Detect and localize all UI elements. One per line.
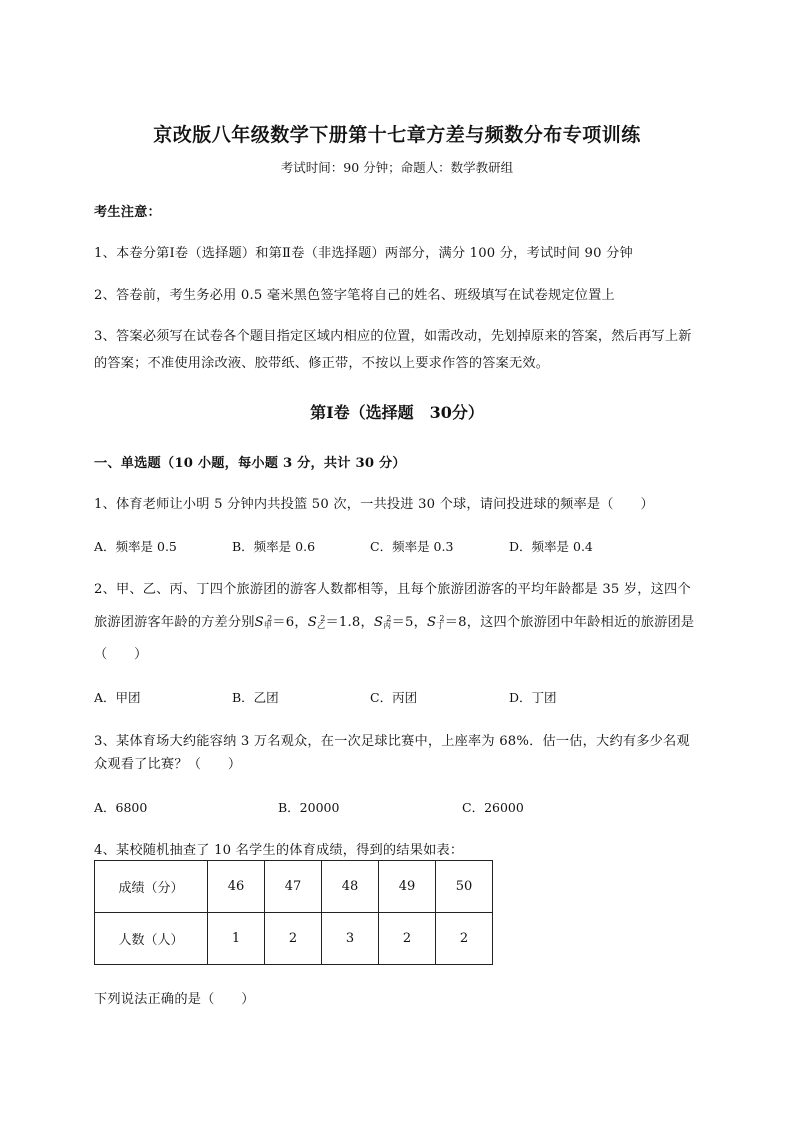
val-bing: ＝5 — [391, 615, 414, 630]
exam-info: 考试时间：90 分钟；命题人：数学教研组 — [280, 160, 514, 175]
option-a[interactable]: A．6800 — [94, 800, 148, 815]
table-cell: 2 — [379, 913, 436, 965]
option-b[interactable]: B．乙团 — [232, 690, 279, 705]
option-c[interactable]: C．频率是 0.3 — [370, 539, 454, 554]
question-1-stem: 1、体育老师让小明 5 分钟内共投篮 50 次，一共投进 30 个球，请问投进球的频率是（ ） — [94, 497, 654, 512]
val-jia: ＝6 — [272, 615, 295, 630]
option-d[interactable]: D．频率是 0.4 — [509, 539, 593, 554]
sub-yi: 乙 — [317, 621, 326, 630]
notice-item-2: 2、答卷前，考生务必用 0.5 毫米黑色签字笔将自己的姓名、班级填写在试卷规定位置上 — [94, 288, 615, 303]
notice-item-3-cont: 的答案；不准使用涂改液、胶带纸、修正带，不按以上要求作答的答案无效。 — [94, 356, 550, 371]
option-d[interactable]: D．丁团 — [509, 690, 557, 705]
table-row — [95, 861, 493, 913]
table-cell: 47 — [265, 861, 322, 913]
s-symbol: S — [254, 615, 264, 630]
table-cell: 3 — [322, 913, 379, 965]
table-cell: 1 — [208, 913, 265, 965]
question-2-stem-2: 旅游团游客年龄的方差分别$S_甲^2=6$，$S_乙^2=1.8$，$S_丙^2=5$，$S_丁^2=8$，这四个旅游团中年龄相近的旅游团是 — [94, 614, 695, 630]
s-symbol: S — [373, 615, 384, 630]
question-3-stem-1: 3、某体育场大约能容纳 3 万名观众，在一次足球比赛中，上座率为 68%．估一估，大约有多少名观 — [94, 734, 690, 749]
table-row — [95, 913, 493, 965]
option-c[interactable]: C．丙团 — [370, 690, 418, 705]
notice-heading: 考生注意： — [94, 205, 161, 220]
question-4-follow: 下列说法正确的是（ ） — [94, 992, 255, 1007]
sub-jia: 甲 — [263, 621, 273, 630]
question-2-stem-3: （ ） — [94, 647, 148, 662]
option-b[interactable]: B．频率是 0.6 — [232, 539, 316, 554]
option-c[interactable]: C．26000 — [462, 800, 524, 815]
s-symbol: S — [426, 615, 437, 630]
row-label: 人数（人） — [95, 913, 208, 965]
val-ding: ＝8 — [444, 615, 467, 630]
table-cell: 49 — [379, 861, 436, 913]
question-3-stem-2: 众观看了比赛？（ ） — [94, 757, 242, 772]
s-symbol: S — [307, 615, 317, 630]
table-cell: 2 — [265, 913, 322, 965]
table-cell: 46 — [208, 861, 265, 913]
question-2-stem-2-post: ，这四个旅游团中年龄相近的旅游团是 — [466, 615, 695, 630]
sub-bing: 丙 — [383, 621, 392, 630]
section-title: 第Ⅰ卷（选择题 30分） — [310, 403, 484, 422]
row-label: 成绩（分） — [95, 861, 208, 913]
option-a[interactable]: A．频率是 0.5 — [94, 539, 177, 554]
question-4-stem: 4、某校随机抽查了 10 名学生的体育成绩，得到的结果如表： — [94, 843, 464, 858]
question-2-stem-2-pre: 旅游团游客年龄的方差分别 — [94, 615, 255, 630]
table-cell: 48 — [322, 861, 379, 913]
question-2-stem-1: 2、甲、乙、丙、丁四个旅游团的游客人数都相等，且每个旅游团游客的平均年龄都是 35 岁，这四个 — [94, 582, 691, 597]
notice-item-1: 1、本卷分第Ⅰ卷（选择题）和第Ⅱ卷（非选择题）两部分，满分 100 分，考试时间 90 分钟 — [94, 246, 633, 261]
table-cell: 50 — [436, 861, 493, 913]
sub-ding: 丁 — [436, 621, 445, 630]
part-heading: 一、单选题（10 小题，每小题 3 分，共计 30 分） — [94, 456, 406, 471]
table-cell: 2 — [436, 913, 493, 965]
option-b[interactable]: B．20000 — [278, 800, 340, 815]
page-title: 京改版八年级数学下册第十七章方差与频数分布专项训练 — [153, 124, 641, 146]
notice-item-3: 3、答案必须写在试卷各个题目指定区域内相应的位置，如需改动，先划掉原来的答案，然后再写上新 — [94, 329, 692, 344]
val-yi: ＝1.8 — [325, 615, 361, 630]
option-a[interactable]: A．甲团 — [94, 690, 141, 705]
score-table — [94, 860, 493, 965]
